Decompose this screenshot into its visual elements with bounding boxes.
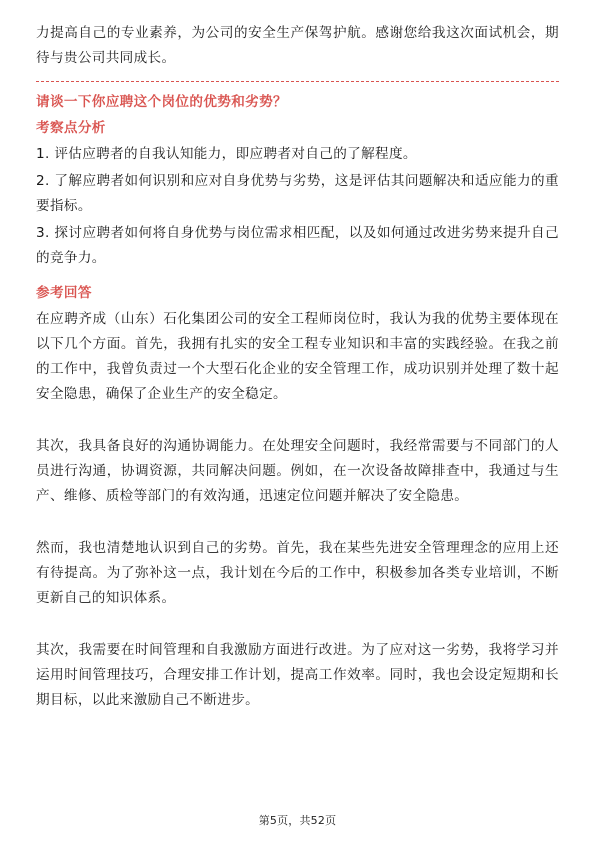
- analysis-item: 3. 探讨应聘者如何将自身优势与岗位需求相匹配，以及如何通过改进劣势来提升自己的竞争力。: [36, 225, 559, 266]
- analysis-item: 2. 了解应聘者如何识别和应对自身优势与劣势，这是评估其问题解决和适应能力的重要指标。: [36, 173, 559, 214]
- analysis-list: [36, 142, 559, 271]
- answer-paragraph: 然而，我也清楚地认识到自己的劣势。首先，我在某些先进安全管理理念的应用上还有待提高。为了弥补这一点，我计划在今后的工作中，积极参加各类专业培训，不断更新自己的知识体系。: [36, 540, 559, 606]
- answer-paragraph: 其次，我需要在时间管理和自我激励方面进行改进。为了应对这一劣势，我将学习并运用时间管理技巧，合理安排工作计划，提高工作效率。同时，我也会设定短期和长期目标，以此来激励自己不断进步。: [36, 642, 559, 708]
- page-content: [36, 21, 559, 713]
- answer-title: 参考回答: [36, 285, 92, 301]
- answer-paragraph: 其次，我具备良好的沟通协调能力。在处理安全问题时，我经常需要与不同部门的人员进行沟通，协调资源，共同解决问题。例如，在一次设备故障排查中，我通过与生产、维修、质检等部门的有效沟通，迅速定位问题并解决了安全隐患。: [36, 438, 559, 504]
- intro-paragraph: 力提高自己的专业素养，为公司的安全生产保驾护航。感谢您给我这次面试机会，期待与贵公司共同成长。: [36, 25, 559, 66]
- analysis-title: 考察点分析: [36, 120, 106, 136]
- page-number: 第5页，共52页: [258, 814, 337, 827]
- answer-body: [36, 307, 559, 713]
- answer-paragraph: 在应聘齐成（山东）石化集团公司的安全工程师岗位时，我认为我的优势主要体现在以下几个方面。首先，我拥有扎实的安全工程专业知识和丰富的实践经验。在我之前的工作中，我曾负责过一个大型石化企业的安全管理工作，成功识别并处理了数十起安全隐患，确保了企业生产的安全稳定。: [36, 311, 559, 402]
- question-heading: 请谈一下你应聘这个岗位的优势和劣势？: [36, 94, 287, 110]
- section-divider: [36, 81, 559, 82]
- analysis-item: 1. 评估应聘者的自我认知能力，即应聘者对自己的了解程度。: [36, 146, 417, 162]
